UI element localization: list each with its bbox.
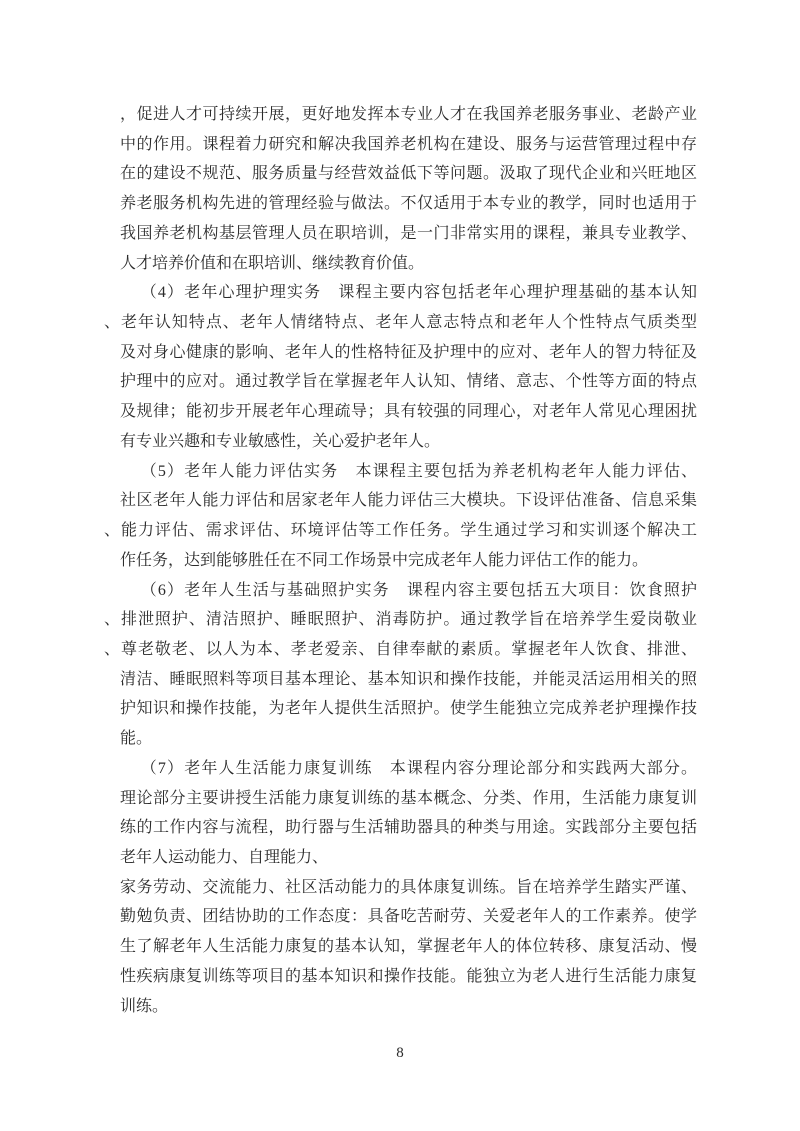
text-line: ，促进人才可持续开展，更好地发挥本专业人才在我国养老服务事业、老龄产业 xyxy=(120,106,697,123)
text-line: 及规律；能初步开展老年心理疏导；具有较强的同理心，对老年人常见心理困扰 xyxy=(120,403,697,421)
text-line: 护理中的应对。通过教学旨在掌握老年人认知、情绪、意志、个性等方面的特点 xyxy=(120,373,697,391)
text-line: （4）老年心理护理实务 课程主要内容包括老年心理护理基础的基本认知 xyxy=(140,284,697,302)
text-line: 、尊老敬老、以人为本、孝老爱亲、自律奉献的素质。掌握老年人饮食、排泄、 xyxy=(104,640,697,658)
page-number: 8 xyxy=(396,1045,404,1061)
text-line: 老年人运动能力、自理能力、 xyxy=(120,848,329,866)
paragraph-course-7-elderly-life-ability-rehab-training xyxy=(120,754,697,1021)
text-line: 护知识和操作技能，为老年人提供生活照护。使学生能独立完成养老护理操作技 xyxy=(120,700,697,718)
text-line: 、老年认知特点、老年人情绪特点、老年人意志特点和老年人个性特点气质类型 xyxy=(104,314,697,332)
paragraph-program-value-continuation xyxy=(120,100,697,278)
text-line: 家务劳动、交流能力、社区活动能力的具体康复训练。旨在培养学生踏实严谨、 xyxy=(120,878,697,896)
text-line: 勤勉负责、团结协助的工作态度：具备吃苦耐劳、关爱老年人的工作素养。使学 xyxy=(120,908,697,926)
text-line: 中的作用。课程着力研究和解决我国养老机构在建设、服务与运营管理过程中存 xyxy=(120,135,697,153)
paragraph-course-4-elderly-psychological-care xyxy=(104,278,697,456)
text-line: 在的建设不规范、服务质量与经营效益低下等问题。汲取了现代企业和兴旺地区 xyxy=(120,165,697,183)
text-line: （5）老年人能力评估实务 本课程主要包括为养老机构老年人能力评估、 xyxy=(140,462,697,480)
text-line: 练的工作内容与流程，助行器与生活辅助器具的种类与用途。实践部分主要包括 xyxy=(120,819,697,837)
text-block xyxy=(104,100,697,1021)
text-line: 我国养老机构基层管理人员在职培训，是一门非常实用的课程，兼具专业教学、 xyxy=(120,224,697,242)
paragraph-course-6-elderly-life-basic-care xyxy=(104,576,697,754)
text-line: 作任务，达到能够胜任在不同工作场景中完成老年人能力评估工作的能力。 xyxy=(120,551,649,569)
text-line: 理论部分主要讲授生活能力康复训练的基本概念、分类、作用，生活能力康复训 xyxy=(120,789,697,807)
text-line: （7）老年人生活能力康复训练 本课程内容分理论部分和实践两大部分。 xyxy=(140,759,697,777)
text-line: 性疾病康复训练等项目的基本知识和操作技能。能独立为老人进行生活能力康复 xyxy=(120,967,697,985)
text-line: 社区老年人能力评估和居家老年人能力评估三大模块。下设评估准备、信息采集 xyxy=(120,492,697,510)
text-line: 有专业兴趣和专业敏感性，关心爱护老年人。 xyxy=(120,432,441,450)
text-line: 清洁、睡眠照料等项目基本理论、基本知识和操作技能，并能灵活运用相关的照 xyxy=(120,670,697,688)
text-line: （6）老年人生活与基础照护实务 课程内容主要包括五大项目：饮食照护 xyxy=(140,581,697,599)
text-line: 人才培养价值和在职培训、继续教育价值。 xyxy=(120,254,425,272)
text-line: 、能力评估、需求评估、环境评估等工作任务。学生通过学习和实训逐个解决工 xyxy=(104,522,697,540)
text-line: 生了解老年人生活能力康复的基本认知，掌握老年人的体位转移、康复活动、慢 xyxy=(120,938,697,956)
text-line: 训练。 xyxy=(120,997,169,1015)
text-line: 养老服务机构先进的管理经验与做法。不仅适用于本专业的教学，同时也适用于 xyxy=(120,195,697,213)
text-line: 、排泄照护、清洁照护、睡眠照护、消毒防护。通过教学旨在培养学生爱岗敬业 xyxy=(104,611,697,629)
text-line: 及对身心健康的影响、老年人的性格特征及护理中的应对、老年人的智力特征及 xyxy=(120,343,697,361)
text-line: 能。 xyxy=(120,730,153,748)
paragraph-course-5-elderly-ability-assessment xyxy=(104,457,697,576)
